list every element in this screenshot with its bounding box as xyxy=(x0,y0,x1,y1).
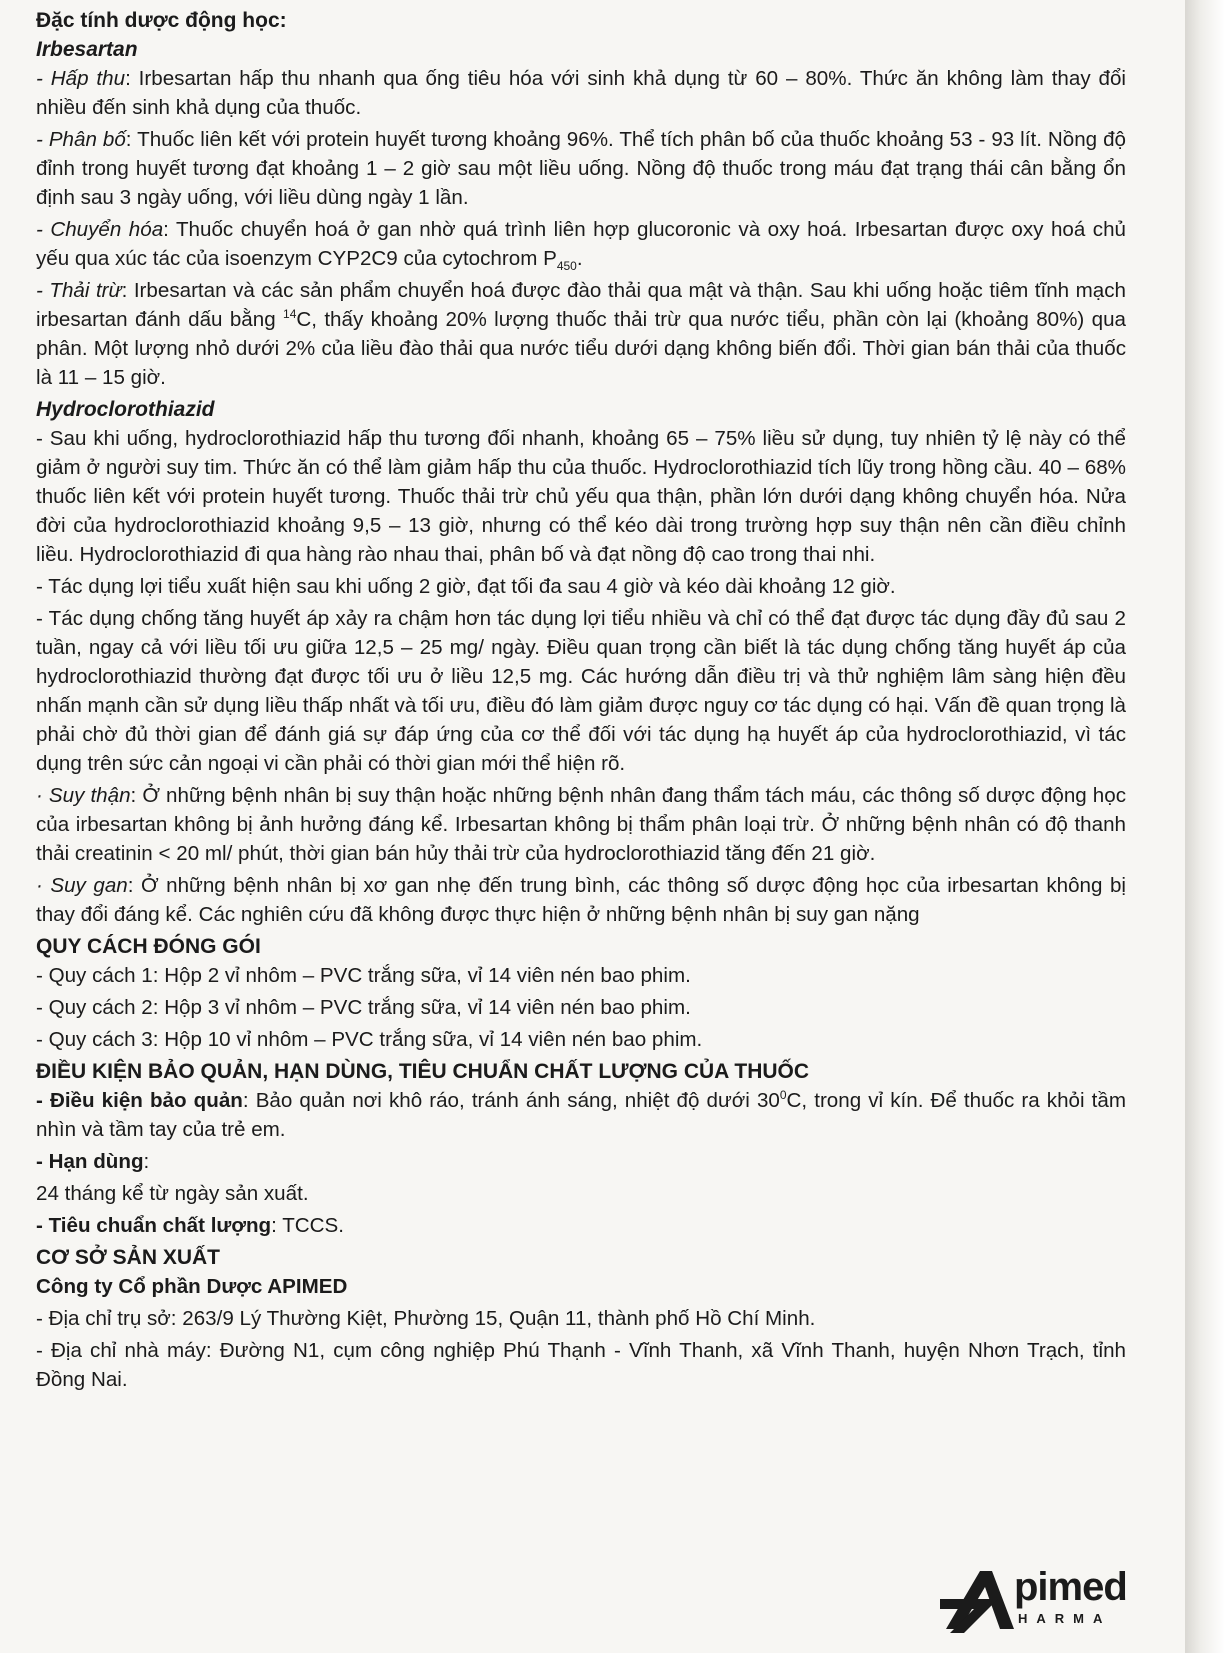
expiry-colon: : xyxy=(143,1150,150,1173)
apimed-logo xyxy=(940,1565,1135,1635)
irbesartan-heading: Irbesartan xyxy=(36,38,138,61)
cytochrome-subscript: 450 xyxy=(556,259,577,274)
absorption-label: - Hấp thu xyxy=(36,67,126,90)
elimination-text-a: : Irbesartan và các sản phẩm chuyển hoá được đào thải qua mật và thận. Sau khi uống hoặc tiêm tĩnh mạch irbesartan đánh dấu bằng xyxy=(36,279,1127,331)
elimination-text-b: C, thấy khoảng 20% lượng thuốc thải trừ qua nước tiểu, phần còn lại (khoảng 80%) qua phân. Một lượng nhỏ dưới 2% của liều đào thải qua nước tiểu dưới dạng không biến đổi. Thời gian bán thải của thuốc là 11 – 15 giờ. xyxy=(36,308,1126,389)
hctz-paragraph-2: - Tác dụng lợi tiểu xuất hiện sau khi uống 2 giờ, đạt tối đa sau 4 giờ và kéo dài khoảng 12 giờ. xyxy=(36,575,896,598)
leaflet-content xyxy=(36,6,1126,1397)
distribution-text: : Thuốc liên kết với protein huyết tương khoảng 96%. Thể tích phân bố của thuốc khoảng 53 - 93 lít. Nồng độ đỉnh trong huyết tương đạt khoảng 1 – 2 giờ sau một liều uống. Nồng độ thuốc trong máu đạt trạng thái cân bằng ổn định sau 3 ngày uống, với liều dùng ngày 1 lần. xyxy=(36,128,1126,209)
elimination-label: - Thải trừ xyxy=(36,279,122,302)
renal-label: · Suy thận xyxy=(36,784,131,807)
storage-condition-text-b: C, trong vỉ kín. Để thuốc ra khỏi tầm nhìn và tầm tay của trẻ em. xyxy=(36,1089,1127,1141)
logo-wordmark: pimed xyxy=(1014,1565,1127,1609)
packaging-item: - Quy cách 1: Hộp 2 vỉ nhôm – PVC trắng sữa, vỉ 14 viên nén bao phim. xyxy=(36,964,691,987)
elimination-paragraph xyxy=(36,276,1126,392)
quality-standard-text: : TCCS. xyxy=(271,1214,344,1237)
metabolism-text: : Thuốc chuyển hoá ở gan nhờ quá trình liên hợp glucoronic và oxy hoá. Irbesartan được oxy hoá chủ yếu qua xúc tác của isoenzym CYP2C9 của cytochrom P xyxy=(36,218,1126,270)
metabolism-end: . xyxy=(576,247,583,270)
logo-subtitle: HARMA xyxy=(1018,1611,1112,1626)
expiry-label-line xyxy=(36,1147,1126,1176)
hepatic-label: · Suy gan xyxy=(36,874,128,897)
distribution-paragraph xyxy=(36,125,1126,212)
absorption-paragraph xyxy=(36,64,1126,122)
storage-condition-paragraph xyxy=(36,1086,1126,1144)
hctz-paragraph-3: - Tác dụng chống tăng huyết áp xảy ra chậm hơn tác dụng lợi tiểu nhiều và chỉ có thể đạt được tác dụng đầy đủ sau 2 tuần, ngay cả với liều tối ưu giữa 12,5 – 25 mg/ ngày. Điều quan trọng cần biết là tác dụng chống tăng huyết áp của hydroclorothiazid thường đạt được tối ưu ở liều 12,5 mg. Các hướng dẫn điều trị và thử nghiệm lâm sàng hiện đều nhấn mạnh cần sử dụng liều thấp nhất và tối ưu, điều đó làm giảm được nguy cơ tác dụng có hại. Vấn đề quan trọng là phải chờ đủ thời gian để đánh giá sự đáp ứng của cơ thể đối với tác dụng hạ huyết áp của hydroclorothiazid, vì tác dụng trên sức cản ngoại vi cần phải có thời gian mới thể hiện rõ. xyxy=(36,607,1126,775)
hepatic-text: : Ở những bệnh nhân bị xơ gan nhẹ đến trung bình, các thông số dược động học của irbesartan không bị thay đổi đáng kể. Các nghiên cứu đã không được thực hiện ở những bệnh nhân bị suy gan nặng xyxy=(36,874,1126,926)
expiry-label: - Hạn dùng xyxy=(36,1150,144,1173)
hepatic-impairment-paragraph xyxy=(36,871,1126,929)
page-edge-shadow xyxy=(1185,0,1225,1653)
expiry-text: 24 tháng kể từ ngày sản xuất. xyxy=(36,1182,309,1205)
storage-condition-label: - Điều kiện bảo quản xyxy=(36,1089,243,1112)
quality-standard-line xyxy=(36,1211,1126,1240)
carbon-isotope-superscript: 14 xyxy=(283,307,297,322)
pharmacokinetics-title: Đặc tính dược động học: xyxy=(36,9,287,32)
degree-superscript: 0 xyxy=(779,1088,787,1103)
distribution-label: - Phân bố xyxy=(36,128,126,151)
renal-text: : Ở những bệnh nhân bị suy thận hoặc những bệnh nhân đang thẩm tách máu, các thông số dược động học của irbesartan không bị ảnh hưởng đáng kể. Irbesartan không bị thẩm phân loại trừ. Ở những bệnh nhân có độ thanh thải creatinin < 20 ml/ phút, thời gian bán hủy thải trừ của hydroclorothiazid tăng đến 21 giờ. xyxy=(36,784,1126,865)
quality-standard-label: - Tiêu chuẩn chất lượng xyxy=(36,1214,272,1237)
company-name: Công ty Cổ phần Dược APIMED xyxy=(36,1275,348,1298)
metabolism-paragraph xyxy=(36,215,1126,273)
manufacturer-heading: CƠ SỞ SẢN XUẤT xyxy=(36,1246,221,1269)
storage-condition-text-a: : Bảo quản nơi khô ráo, tránh ánh sáng, nhiệt độ dưới 30 xyxy=(242,1089,780,1112)
storage-heading: ĐIỀU KIỆN BẢO QUẢN, HẠN DÙNG, TIÊU CHUẨN CHẤT LƯỢNG CỦA THUỐC xyxy=(36,1060,810,1083)
apimed-a-mark-icon xyxy=(940,1565,1020,1635)
renal-impairment-paragraph xyxy=(36,781,1126,868)
packaging-item: - Quy cách 3: Hộp 10 vỉ nhôm – PVC trắng sữa, vỉ 14 viên nén bao phim. xyxy=(36,1028,703,1051)
headquarters-address: - Địa chỉ trụ sở: 263/9 Lý Thường Kiệt, Phường 15, Quận 11, thành phố Hồ Chí Minh. xyxy=(36,1307,816,1330)
packaging-item: - Quy cách 2: Hộp 3 vỉ nhôm – PVC trắng sữa, vỉ 14 viên nén bao phim. xyxy=(36,996,691,1019)
packaging-heading: QUY CÁCH ĐÓNG GÓI xyxy=(36,935,261,958)
hctz-paragraph-1: - Sau khi uống, hydroclorothiazid hấp thu tương đối nhanh, khoảng 65 – 75% liều sử dụng, tuy nhiên tỷ lệ này có thể giảm ở người suy tim. Thức ăn có thể làm giảm hấp thu của thuốc. Hydroclorothiazid tích lũy trong hồng cầu. 40 – 68% thuốc liên kết với protein huyết tương. Thuốc thải trừ chủ yếu qua thận, phần lớn dưới dạng không chuyển hóa. Nửa đời của hydroclorothiazid khoảng 9,5 – 13 giờ, nhưng có thể kéo dài trong trường hợp suy thận nên cần điều chỉnh liều. Hydroclorothiazid đi qua hàng rào nhau thai, phân bố và đạt nồng độ cao trong thai nhi. xyxy=(36,427,1126,566)
hydroclorothiazid-heading: Hydroclorothiazid xyxy=(36,398,215,421)
absorption-text: : Irbesartan hấp thu nhanh qua ống tiêu hóa với sinh khả dụng từ 60 – 80%. Thức ăn không làm thay đổi nhiều đến sinh khả dụng của thuốc. xyxy=(36,67,1126,119)
factory-address: - Địa chỉ nhà máy: Đường N1, cụm công nghiệp Phú Thạnh - Vĩnh Thanh, xã Vĩnh Thanh, huyện Nhơn Trạch, tỉnh Đồng Nai. xyxy=(36,1339,1126,1391)
metabolism-label: - Chuyển hóa xyxy=(36,218,164,241)
